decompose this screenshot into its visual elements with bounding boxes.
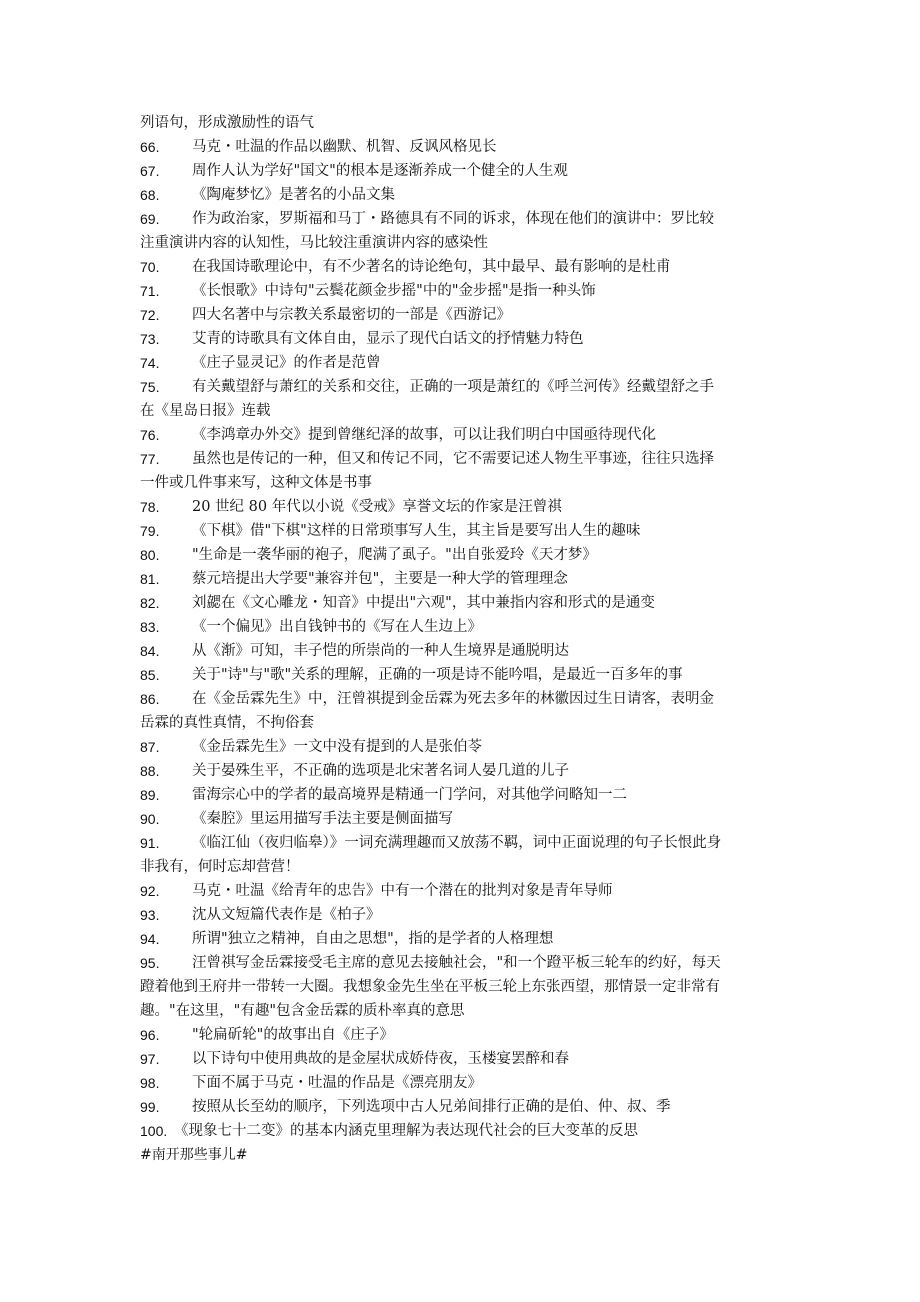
item-number: 87.: [140, 739, 160, 755]
list-item: [140, 279, 790, 303]
item-list: [140, 135, 790, 1143]
list-item: [140, 423, 790, 447]
item-number: 98.: [140, 1075, 160, 1091]
list-item: [140, 207, 790, 231]
item-text: 《陶庵梦忆》是著名的小品文集: [192, 187, 395, 203]
item-number: 85.: [140, 667, 160, 683]
list-item: [140, 783, 790, 807]
item-number: 80.: [140, 547, 160, 563]
item-text: "轮扁斫轮"的故事出自《庄子》: [192, 1027, 394, 1043]
list-item: [140, 1071, 790, 1095]
list-item: [140, 831, 790, 855]
item-text: 《金岳霖先生》一文中没有提到的人是张伯苓: [192, 739, 482, 755]
item-number: 97.: [140, 1051, 160, 1067]
list-item: [140, 759, 790, 783]
item-text-continuation: 趣。"在这里，"有趣"包含金岳霖的质朴率真的意思: [140, 1003, 465, 1019]
item-number: 92.: [140, 883, 160, 899]
list-item: [140, 591, 790, 615]
item-text: 有关戴望舒与萧红的关系和交往，正确的一项是萧红的《呼兰河传》经戴望舒之手: [192, 379, 714, 395]
item-number: 66.: [140, 139, 160, 155]
item-text: 汪曾祺写金岳霖接受毛主席的意见去接触社会，"和一个蹬平板三轮车的约好，每天: [192, 955, 721, 971]
list-item: [140, 807, 790, 831]
list-item: [140, 327, 790, 351]
item-text-continuation: 蹬着他到王府井一带转一大圈。我想象金先生坐在平板三轮上东张西望，那情景一定非常有: [140, 979, 720, 995]
item-text: 20 世纪 80 年代以小说《受戒》享誉文坛的作家是汪曾祺: [192, 499, 562, 515]
list-item: [140, 351, 790, 375]
item-text: 马克・吐温《给青年的忠告》中有一个潜在的批判对象是青年导师: [192, 883, 613, 899]
list-item: [140, 687, 790, 711]
item-number: 78.: [140, 499, 160, 515]
item-text: 以下诗句中使用典故的是金屋状成娇侍夜，玉楼宴罢醉和春: [192, 1051, 569, 1067]
list-item: [140, 1023, 790, 1047]
item-text: 沈从文短篇代表作是《柏子》: [192, 907, 381, 923]
list-item: [140, 495, 790, 519]
item-number: 83.: [140, 619, 160, 635]
item-number: 95.: [140, 955, 160, 971]
item-text: 《庄子显灵记》的作者是范曾: [192, 355, 381, 371]
item-number: 86.: [140, 691, 160, 707]
item-text-continuation: 一件或几件事来写，这种文体是书事: [140, 475, 372, 491]
item-number: 70.: [140, 259, 160, 275]
item-text: 所谓"独立之精神，自由之思想"，指的是学者的人格理想: [192, 931, 554, 947]
item-number: 89.: [140, 787, 160, 803]
list-item: [140, 159, 790, 183]
item-text: 关于"诗"与"歌"关系的理解，正确的一项是诗不能吟唱，是最近一百多年的事: [192, 667, 683, 683]
list-item: [140, 567, 790, 591]
list-item: [140, 183, 790, 207]
item-text: 在我国诗歌理论中，有不少著名的诗论绝句，其中最早、最有影响的是杜甫: [192, 259, 671, 275]
list-item: [140, 735, 790, 759]
item-text: 《现象七十二变》的基本内涵克里理解为表达现代社会的巨大变革的反思: [174, 1123, 638, 1139]
document-page: [140, 111, 790, 1167]
list-item: [140, 375, 790, 399]
item-text: 《秦腔》里运用描写手法主要是侧面描写: [192, 811, 453, 827]
list-item: [140, 135, 790, 159]
item-number: 76.: [140, 427, 160, 443]
item-text-continuation: 非我有，何时忘却营营！: [140, 859, 300, 875]
item-text: 四大名著中与宗教关系最密切的一部是《西游记》: [192, 307, 511, 323]
item-number: 88.: [140, 763, 160, 779]
item-number: 75.: [140, 379, 160, 395]
item-text: 《临江仙（夜归临皋）》一词充满理趣而又放荡不羁，词中正面说理的句子长恨此身: [192, 835, 722, 851]
item-number: 99.: [140, 1099, 160, 1115]
item-text: 关于晏殊生平，不正确的选项是北宋著名词人晏几道的儿子: [192, 763, 569, 779]
continued-line: 列语句，形成激励性的语气: [140, 115, 314, 131]
list-item: [140, 1047, 790, 1071]
item-number: 68.: [140, 187, 160, 203]
item-text: 作为政治家，罗斯福和马丁・路德具有不同的诉求，体现在他们的演讲中：罗比较: [192, 211, 714, 227]
item-text: "生命是一袭华丽的袍子，爬满了虱子。"出自张爱玲《天才梦》: [192, 547, 597, 563]
hashtag: #南开那些事儿#: [140, 1147, 248, 1163]
item-text: 《一个偏见》出自钱钟书的《写在人生边上》: [192, 619, 482, 635]
list-item: [140, 639, 790, 663]
item-text: 虽然也是传记的一种，但又和传记不同，它不需要记述人物生平事迹，往往只选择: [192, 451, 714, 467]
item-number: 93.: [140, 907, 160, 923]
item-text: 蔡元培提出大学要"兼容并包"，主要是一种大学的管理理念: [192, 571, 568, 587]
item-text: 马克・吐温的作品以幽默、机智、反讽风格见长: [192, 139, 497, 155]
item-text: 按照从长至幼的顺序，下列选项中古人兄弟间排行正确的是伯、仲、叔、季: [192, 1099, 671, 1115]
item-number: 74.: [140, 355, 160, 371]
list-item: [140, 519, 790, 543]
item-text-continuation: 岳霖的真性真情，不拘俗套: [140, 715, 314, 731]
item-text: 周作人认为学好"国文"的根本是逐渐养成一个健全的人生观: [192, 163, 568, 179]
list-item: [140, 1119, 790, 1143]
item-text: 从《渐》可知，丰子恺的所崇尚的一种人生境界是通脱明达: [192, 643, 569, 659]
item-number: 96.: [140, 1027, 160, 1043]
item-number: 69.: [140, 211, 160, 227]
item-number: 73.: [140, 331, 160, 347]
item-number: 100.: [140, 1123, 168, 1139]
list-item: [140, 615, 790, 639]
item-number: 84.: [140, 643, 160, 659]
list-item: [140, 903, 790, 927]
item-number: 71.: [140, 283, 160, 299]
item-number: 72.: [140, 307, 160, 323]
item-text: 《李鸿章办外交》提到曾继纪泽的故事，可以让我们明白中国亟待现代化: [192, 427, 656, 443]
item-number: 67.: [140, 163, 160, 179]
item-number: 90.: [140, 811, 160, 827]
item-number: 81.: [140, 571, 160, 587]
item-text: 《下棋》借"下棋"这样的日常琐事写人生，其主旨是要写出人生的趣味: [192, 523, 641, 539]
item-text-continuation: 在《星岛日报》连载: [140, 403, 271, 419]
item-number: 77.: [140, 451, 160, 467]
item-number: 79.: [140, 523, 160, 539]
item-text: 下面不属于马克・吐温的作品是《漂亮朋友》: [192, 1075, 482, 1091]
item-text: 雷海宗心中的学者的最高境界是精通一门学问，对其他学问略知一二: [192, 787, 627, 803]
item-text-continuation: 注重演讲内容的认知性，马比较注重演讲内容的感染性: [140, 235, 488, 251]
list-item: [140, 1095, 790, 1119]
list-item: [140, 255, 790, 279]
list-item: [140, 663, 790, 687]
list-item: [140, 447, 790, 471]
item-text: 《长恨歌》中诗句"云鬓花颜金步摇"中的"金步摇"是指一种头饰: [192, 283, 596, 299]
list-item: [140, 303, 790, 327]
list-item: [140, 927, 790, 951]
item-text: 在《金岳霖先生》中，汪曾祺提到金岳霖为死去多年的林徽因过生日请客，表明金: [192, 691, 714, 707]
list-item: [140, 879, 790, 903]
item-text: 刘勰在《文心雕龙・知音》中提出"六观"，其中兼指内容和形式的是通变: [192, 595, 655, 611]
item-number: 91.: [140, 835, 160, 851]
item-text: 艾青的诗歌具有文体自由，显示了现代白话文的抒情魅力特色: [192, 331, 584, 347]
list-item: [140, 543, 790, 567]
item-number: 94.: [140, 931, 160, 947]
item-number: 82.: [140, 595, 160, 611]
list-item: [140, 951, 790, 975]
